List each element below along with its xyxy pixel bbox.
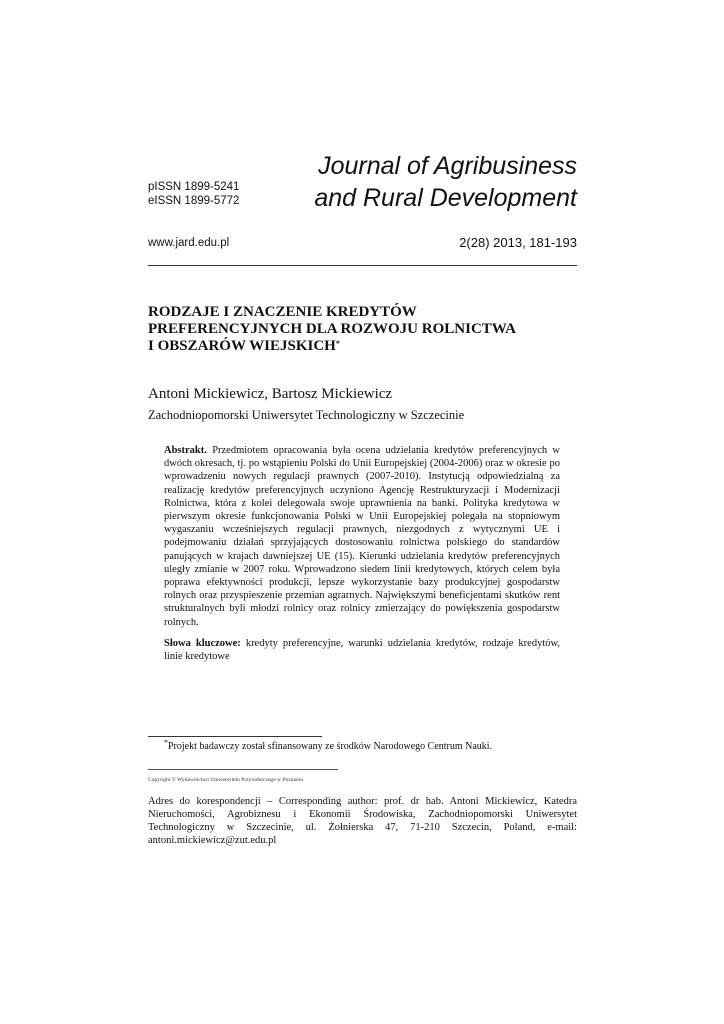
header-divider: [148, 265, 577, 266]
correspondence-address: Adres do korespondencji – Corresponding author: prof. dr hab. Antoni Mickiewicz, Katedra Nieruchomości, Agrobiznesu i Ekonomii Środowiska, Zachodniopomorski Uniwersytet Technologiczny w Szczecinie, ul. Żołnierska 47, 71-210 Szczecin, Poland, e-mail: antoni.mickiewicz@zut.edu.pl: [148, 796, 577, 846]
journal-title: [314, 150, 577, 214]
abstract: [164, 444, 560, 663]
article-title: [148, 304, 577, 355]
article-title-line2: PREFERENCYJNYCH DLA ROZWOJU ROLNICTWA: [148, 321, 516, 337]
copyright-notice: Copyright © Wydawnictwo Uniwersytetu Przyrodniczego w Poznaniu: [148, 777, 303, 783]
abstract-label: Abstrakt.: [164, 445, 207, 456]
pissn: pISSN 1899-5241: [148, 181, 240, 193]
authors: Antoni Mickiewicz, Bartosz Mickiewicz: [148, 386, 393, 402]
journal-title-line2: and Rural Development: [314, 184, 577, 212]
copyright-divider: [148, 769, 338, 770]
footnote: [164, 738, 493, 752]
footnote-divider: [148, 736, 322, 737]
keywords-text: kredyty preferencyjne, warunki udzielania kredytów, rodzaje kredytów, linie kredytowe: [164, 637, 561, 663]
title-footnote-marker: *: [335, 339, 340, 348]
affiliation: Zachodniopomorski Uniwersytet Technologiczny w Szczecinie: [148, 408, 465, 422]
abstract-text: Przedmiotem opracowania była ocena udzielania kredytów preferencyjnych w dwóch okresach, tj. po wstąpieniu Polski do Unii Europejskiej (2004-2006) oraz w okresie po wprowadzeniu nowych regulacji prawnych (2007-2010). Instytucją odpowiedzialną za realizację kredytów preferencyjnych uczyniono Agencję Restrukturyzacji i Modernizacji Rolnictwa, która z kolei delegowała swoje uprawnienia na banki. Polityka kredytowa w pierwszym okresie funkcjonowania Polski w Unii Europejskiej polegała na stopniowym wygaszaniu wcześniejszych regulacji prawnych, niezgodnych z wytycznymi UE i podejmowaniu działań sprzyjających dostosowaniu rolnictwa polskiego do standardów panujących w krajach dawniejszej UE (15). Kierunki udzielania kredytów preferencyjnych uległy zmianie w 2007 roku. Wprowadzono siedem linii kredytowych, których celem była poprawa efektywności produkcji, lepsze wykorzystanie bazy produkcyjnej gospodarstw rolnych oraz przyspieszenie przemian agrarnych. Największymi beneficjentami skutków rent strukturalnych byli młodzi rolnicy oraz rolnicy zmierzający do powiększenia gospodarstw rolnych.: [164, 445, 560, 628]
issue-info: 2(28) 2013, 181-193: [459, 235, 577, 250]
abstract-paragraph: [164, 444, 560, 629]
keywords-paragraph: [164, 637, 560, 663]
issn-block: [148, 180, 239, 208]
keywords-label: Słowa kluczowe:: [164, 637, 241, 649]
article-title-line3: I OBSZARÓW WIEJSKICH: [148, 338, 336, 354]
eissn: eISSN 1899-5772: [148, 195, 240, 207]
footnote-marker: *: [164, 738, 168, 747]
footnote-text: Projekt badawczy został sfinansowany ze środków Narodowego Centrum Nauki.: [168, 741, 493, 752]
journal-website: www.jard.edu.pl: [148, 237, 230, 249]
journal-title-line1: Journal of Agribusiness: [318, 152, 577, 180]
article-title-line1: RODZAJE I ZNACZENIE KREDYTÓW: [148, 304, 417, 320]
